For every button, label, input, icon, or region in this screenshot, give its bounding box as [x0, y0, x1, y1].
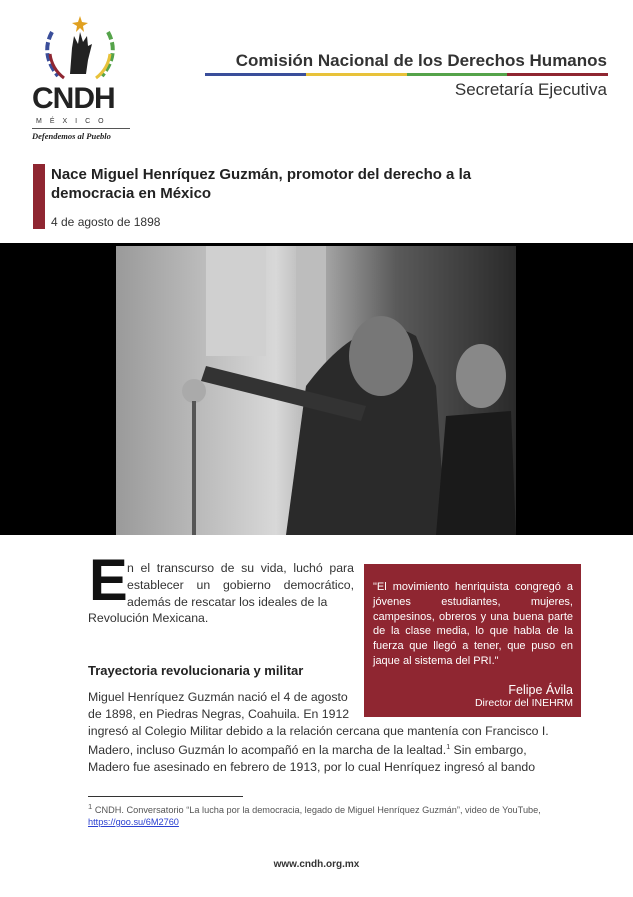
quote-author-role: Director del INEHRM [474, 696, 573, 709]
quote-box [364, 564, 581, 717]
logo-divider [32, 128, 130, 129]
section-heading: Trayectoria revolucionaria y militar [88, 663, 304, 678]
historical-photo [116, 246, 516, 535]
raised-fist-wreath-icon [30, 14, 130, 84]
footnote [88, 801, 558, 828]
logo-text: CNDH [32, 82, 115, 115]
quote-text: "El movimiento henriquista congregó a jóvenes estudiantes, mujeres, campesinos, obreros y una buena parte de la clase media, lo que habla de la fuerza que llegó a tener, que puso en jaque al sistema del PRI." [373, 581, 573, 667]
color-bar [205, 73, 608, 76]
footer-url[interactable]: www.cndh.org.mx [273, 859, 360, 870]
logo-motto: Defendemos al Pueblo [32, 131, 111, 141]
drop-cap: E [89, 548, 128, 613]
footnote-text: CNDH. Conversatorio “La lucha por la democracia, legado de Miguel Henríquez Guzmán”, video de YouTube, [92, 805, 541, 816]
logo-country: MÉXICO [36, 118, 112, 125]
footnote-divider [88, 796, 243, 797]
body-text: ingresó al Colegio Militar debido a la relación cercana que mantenía con Francisco I. Madero, incluso Guzmán lo acompañó en la marcha de la lealtad. [88, 724, 549, 757]
body-paragraph-start: Miguel Henríquez Guzmán nació el 4 de agosto de 1898, en Piedras Negras, Coahuila. En 1912 [88, 690, 350, 721]
intro-paragraph: n el transcurso de su vida, luchó para establecer un gobierno democrático, además de rescatar los ideales de la [127, 561, 354, 609]
intro-paragraph-end: Revolución Mexicana. [88, 611, 209, 625]
body-text-end: Sin embargo, Madero fue asesinado en febrero de 1913, por lo cual Henríquez ingresó al bando [88, 742, 536, 774]
footnote-number: 1 [88, 802, 93, 811]
department-name: Secretaría Ejecutiva [454, 80, 607, 99]
quote-author: Felipe Ávila [508, 682, 573, 697]
body-paragraph-continued [88, 723, 558, 775]
title-accent-bar [33, 164, 45, 229]
cndh-logo [30, 14, 130, 144]
footnote-link[interactable]: https://goo.su/6M2760 [88, 817, 179, 828]
article-title: Nace Miguel Henríquez Guzmán, promotor del derecho a la democracia en México [51, 166, 472, 202]
footnote-ref[interactable]: 1 [446, 743, 451, 751]
org-name: Comisión Nacional de los Derechos Humanos [235, 51, 607, 70]
article-date: 4 de agosto de 1898 [51, 215, 161, 229]
